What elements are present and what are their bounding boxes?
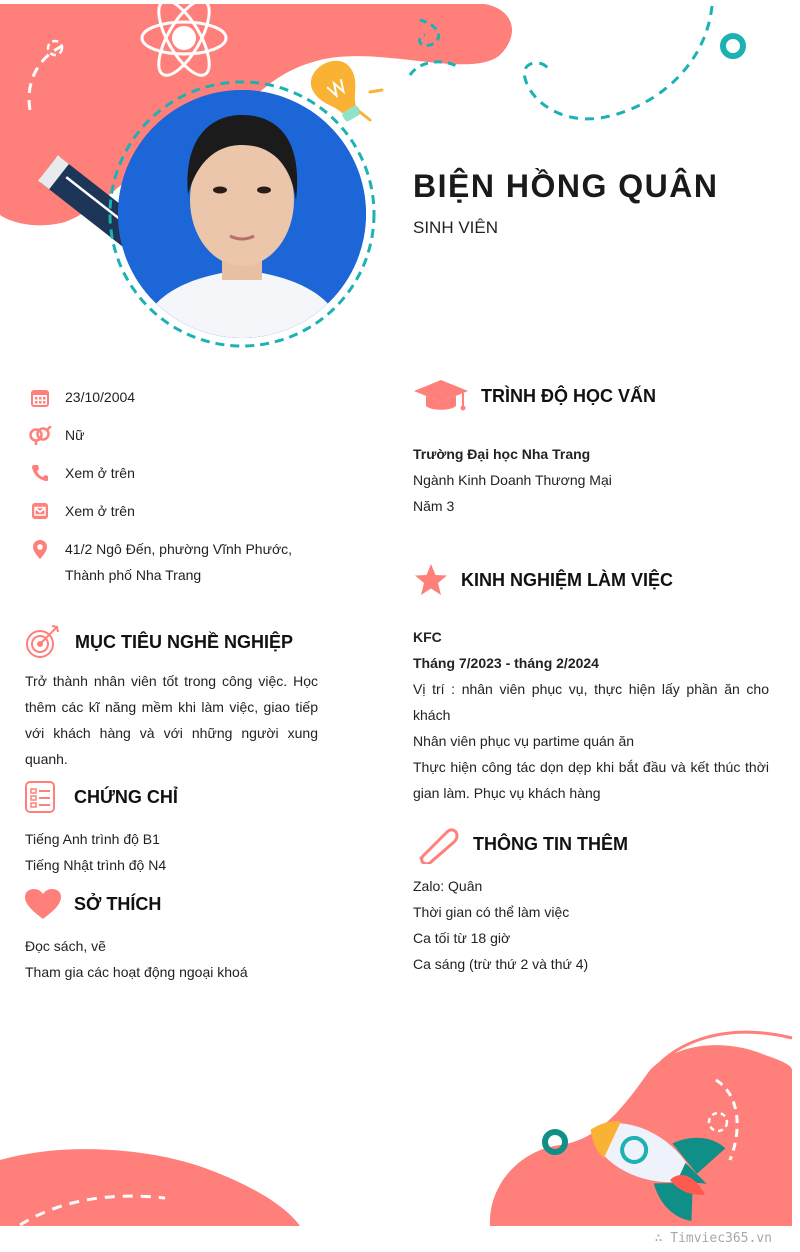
candidate-name: BIỆN HỒNG QUÂN (413, 168, 719, 204)
hobbies-heading-text: SỞ THÍCH (74, 893, 162, 914)
hobby-item: Tham gia các hoạt động ngoại khoá (25, 964, 248, 980)
address-row (26, 540, 292, 588)
education-heading-text: TRÌNH ĐỘ HỌC VẤN (481, 385, 656, 406)
star-icon (413, 563, 449, 597)
location-pin-icon (26, 540, 54, 560)
additional-info-line: Zalo: Quân (413, 878, 483, 894)
objective-heading (24, 624, 293, 660)
birthday-row (26, 388, 135, 410)
email-icon (26, 502, 54, 522)
checklist-icon (24, 780, 58, 814)
experience-line: Nhân viên phục vụ partime quán ăn (413, 733, 635, 749)
hobby-item: Đọc sách, vẽ (25, 938, 106, 954)
gender-text: Nữ (65, 427, 85, 443)
education-school: Trường Đại học Nha Trang (413, 446, 591, 462)
candidate-title: SINH VIÊN (413, 218, 499, 237)
additional-info-details (413, 873, 773, 977)
email-text: Xem ở trên (65, 503, 135, 519)
certificates-list (25, 826, 325, 878)
additional-info-line: Ca sáng (trừ thứ 2 và thứ 4) (413, 956, 589, 972)
birthday-text: 23/10/2004 (65, 389, 136, 405)
target-icon (24, 624, 60, 660)
experience-heading-text: KINH NGHIỆM LÀM VIỆC (461, 569, 674, 590)
certificates-heading-text: CHỨNG CHỈ (74, 786, 178, 807)
additional-info-heading-text: THÔNG TIN THÊM (473, 833, 628, 854)
paperclip-icon (413, 824, 461, 864)
experience-company: KFC (413, 629, 442, 645)
hobbies-heading (24, 888, 161, 920)
certificate-item: Tiếng Nhật trình độ N4 (25, 857, 167, 873)
objective-text: Trở thành nhân viên tốt trong công việc. Học thêm các kĩ năng mềm khi làm việc, giao tiếp với khách hàng và với những người xung quanh. (25, 673, 318, 767)
heart-icon (24, 888, 62, 920)
gender-icon (26, 426, 54, 446)
address-line-2: Thành phố Nha Trang (65, 567, 202, 583)
additional-info-line: Thời gian có thể làm việc (413, 904, 570, 920)
experience-heading (413, 563, 673, 597)
education-year: Năm 3 (413, 498, 455, 514)
education-details (413, 441, 773, 519)
experience-line: Vị trí : nhân viên phục vụ, thực hiện lấy phần ăn cho khách (413, 681, 769, 723)
additional-info-line: Ca tối từ 18 giờ (413, 930, 511, 946)
calendar-icon (26, 388, 54, 408)
email-row (26, 502, 135, 524)
address-text (65, 536, 292, 588)
profile-photo (118, 90, 366, 338)
hobbies-list (25, 933, 325, 985)
certificate-item: Tiếng Anh trình độ B1 (25, 831, 160, 847)
certificates-heading (24, 780, 178, 814)
phone-row (26, 464, 135, 486)
bottom-left-coral-blob (0, 1149, 300, 1226)
experience-period: Tháng 7/2023 - tháng 2/2024 (413, 655, 599, 671)
top-right-dashed-curve (524, 6, 712, 119)
teal-ring (723, 36, 743, 56)
phone-text: Xem ở trên (65, 465, 135, 481)
portrait-image (118, 90, 366, 338)
education-heading (413, 378, 656, 414)
watermark: ∴ Timviec365.vn (654, 1231, 772, 1246)
phone-icon (26, 464, 54, 484)
gender-row (26, 426, 84, 448)
address-line-1: 41/2 Ngô Đến, phường Vĩnh Phước, (65, 541, 293, 557)
education-major: Ngành Kinh Doanh Thương Mại (413, 472, 612, 488)
graduation-cap-icon (413, 378, 469, 414)
experience-details (413, 624, 769, 806)
bottom-teal-ring (545, 1132, 565, 1152)
experience-line: Thực hiện công tác dọn dẹp khi bắt đầu và kết thúc thời gian làm. Phục vụ khách hàng (413, 759, 769, 801)
additional-info-heading (413, 824, 628, 864)
objective-heading-text: MỤC TIÊU NGHỀ NGHIỆP (75, 631, 294, 652)
